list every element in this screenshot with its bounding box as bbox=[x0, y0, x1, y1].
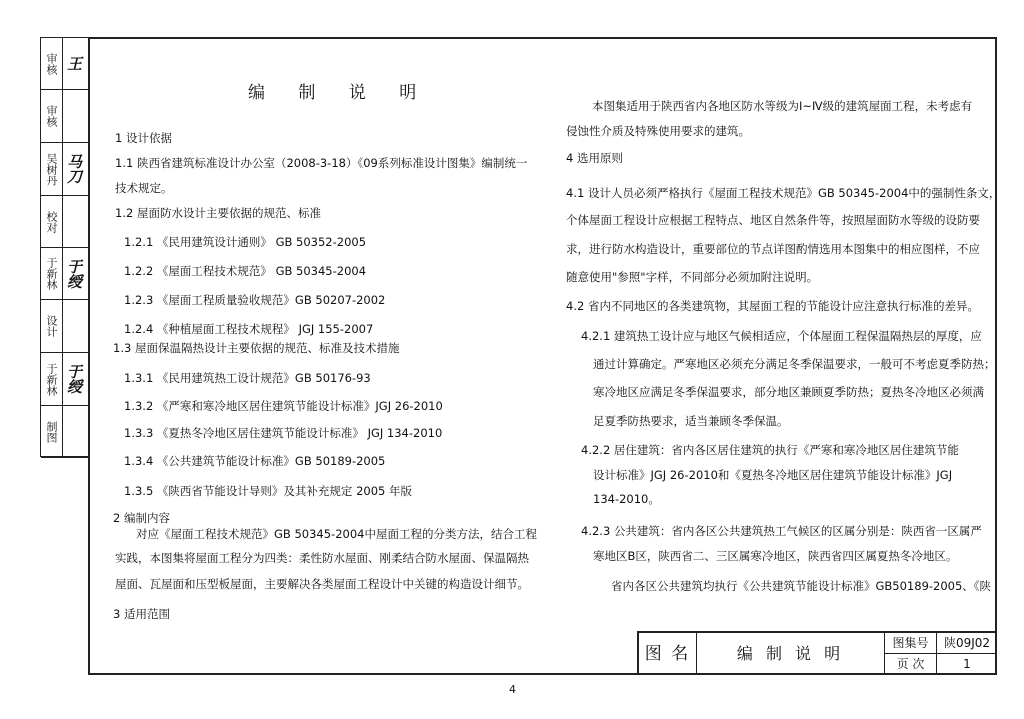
right-text-line: 4.2.2 居住建筑：省内各区居住建筑的执行《严寒和寒冷地区居住建筑节能 bbox=[581, 443, 959, 457]
sidebar-signature: 于绶 bbox=[65, 364, 83, 394]
right-text-line: 4.2.3 公共建筑：省内各区公共建筑热工气候区的区属分别是：陕西省一区属严 bbox=[581, 524, 982, 538]
left-text-line: 1.2.4 《种植屋面工程技术规程》 JGJ 155-2007 bbox=[124, 322, 374, 336]
right-text-line: 随意使用"参照"字样，不同部分必须加附注说明。 bbox=[566, 270, 819, 284]
right-text-line: 求，进行防水构造设计，重要部位的节点详图酌情选用本图集中的相应图样，不应 bbox=[566, 242, 980, 256]
approval-sidebar bbox=[40, 37, 88, 457]
sidebar-row bbox=[41, 38, 88, 90]
page-label: 页 次 bbox=[885, 654, 937, 675]
right-text-line: 通过计算确定。严寒地区必须充分满足冬季保温要求，一般可不考虑夏季防热； bbox=[593, 357, 996, 371]
sidebar-row bbox=[41, 300, 88, 353]
page-number: 4 bbox=[509, 683, 516, 696]
sidebar-role-label: 吴树丹 bbox=[41, 143, 63, 195]
left-text-line: 1 设计依据 bbox=[115, 131, 172, 145]
sidebar-role-label: 审核 bbox=[41, 90, 63, 142]
sidebar-row bbox=[41, 353, 88, 406]
right-text-line: 4.2.1 建筑热工设计应与地区气候相适应，个体屋面工程保温隔热层的厚度，应 bbox=[581, 329, 982, 343]
drawing-name-label: 图 名 bbox=[639, 633, 697, 675]
left-text-line: 屋面、瓦屋面和压型板屋面，主要解决各类屋面工程设计中关键的构造设计细节。 bbox=[115, 577, 529, 591]
left-text-line: 技术规定。 bbox=[115, 181, 173, 195]
right-text-line: 侵蚀性介质及特殊使用要求的建筑。 bbox=[566, 124, 750, 138]
left-text-line: 1.2 屋面防水设计主要依据的规范、标准 bbox=[115, 206, 321, 220]
right-text-line: 足夏季防热要求，适当兼顾冬季保温。 bbox=[593, 414, 789, 428]
right-text-line: 4.2 省内不同地区的各类建筑物，其屋面工程的节能设计应注意执行标准的差异。 bbox=[566, 299, 979, 313]
sidebar-role-label: 校对 bbox=[41, 196, 63, 247]
left-text-line: 3 适用范围 bbox=[113, 607, 170, 621]
atlas-number-label: 图集号 bbox=[885, 633, 937, 654]
page-title: 编 制 说 明 bbox=[248, 83, 431, 103]
sidebar-role-label: 设计 bbox=[41, 300, 63, 352]
sidebar-row bbox=[41, 90, 88, 143]
sidebar-role-label: 于新林 bbox=[41, 353, 63, 405]
right-text-line: 4.1 设计人员必须严格执行《屋面工程技术规范》GB 50345-2004中的强制性条文， bbox=[566, 186, 1001, 200]
right-text-line: 设计标准》JGJ 26-2010和《夏热冬冷地区居住建筑节能设计标准》JGJ bbox=[593, 468, 953, 482]
sidebar-row bbox=[41, 406, 88, 458]
left-text-line: 1.1 陕西省建筑标准设计办公室（2008-3-18）《09系列标准设计图集》编制统一 bbox=[115, 156, 528, 170]
left-text-line: 1.2.1 《民用建筑设计通则》 GB 50352-2005 bbox=[124, 235, 367, 249]
left-text-line: 1.3.2 《严寒和寒冷地区居住建筑节能设计标准》JGJ 26-2010 bbox=[124, 399, 443, 413]
left-text-line: 2 编制内容 bbox=[113, 511, 170, 525]
sidebar-row bbox=[41, 143, 88, 196]
left-text-line: 1.2.3 《屋面工程质量验收规范》GB 50207-2002 bbox=[124, 293, 386, 307]
drawing-name-value: 编 制 说 明 bbox=[697, 633, 885, 675]
sidebar-signature bbox=[65, 96, 85, 136]
right-text-line: 寒冷地区应满足冬季保温要求，部分地区兼顾夏季防热；夏热冬冷地区必须满 bbox=[593, 385, 984, 399]
left-text-line: 1.3.3 《夏热冬冷地区居住建筑节能设计标准》 JGJ 134-2010 bbox=[124, 426, 443, 440]
sidebar-role-label: 于新林 bbox=[41, 248, 63, 299]
left-text-line: 1.3 屋面保温隔热设计主要依据的规范、标准及技术措施 bbox=[113, 341, 400, 355]
sidebar-signature bbox=[65, 412, 85, 451]
sidebar-signature: 王 bbox=[65, 56, 83, 71]
left-text-line: 1.3.5 《陕西省节能设计导则》及其补充规定 2005 年版 bbox=[124, 484, 412, 498]
sidebar-signature bbox=[65, 306, 85, 346]
sidebar-role-label: 审核 bbox=[41, 38, 63, 89]
right-text-line: 4 选用原则 bbox=[566, 151, 623, 165]
sidebar-signature: 于绶 bbox=[65, 258, 83, 289]
atlas-number-value: 陕09J02 bbox=[937, 633, 997, 654]
sidebar-row bbox=[41, 248, 88, 300]
right-text-line: 个体屋面工程设计应根据工程特点、地区自然条件等，按照屋面防水等级的设防要 bbox=[566, 213, 980, 227]
sidebar-role-label: 制图 bbox=[41, 406, 63, 457]
right-text-line: 寒地区B区，陕西省二、三区属寒冷地区，陕西省四区属夏热冬冷地区。 bbox=[593, 549, 958, 563]
right-text-line: 省内各区公共建筑均执行《公共建筑节能设计标准》GB50189-2005、《陕 bbox=[611, 579, 992, 593]
left-text-line: 1.2.2 《屋面工程技术规范》 GB 50345-2004 bbox=[124, 264, 367, 278]
title-block bbox=[637, 631, 997, 675]
sidebar-signature: 马刀 bbox=[65, 154, 83, 184]
left-text-line: 1.3.1 《民用建筑热工设计规范》GB 50176-93 bbox=[124, 371, 371, 385]
sidebar-signature bbox=[65, 202, 85, 241]
page-value: 1 bbox=[963, 657, 971, 671]
right-text-line: 134-2010。 bbox=[593, 492, 660, 506]
left-text-line: 1.3.4 《公共建筑节能设计标准》GB 50189-2005 bbox=[124, 454, 386, 468]
right-text-line: 本图集适用于陕西省内各地区防水等级为Ⅰ~Ⅳ级的建筑屋面工程，未考虑有 bbox=[592, 99, 973, 113]
left-text-line: 实践，本图集将屋面工程分为四类：柔性防水屋面、刚柔结合防水屋面、保温隔热 bbox=[115, 551, 529, 565]
sidebar-row bbox=[41, 196, 88, 248]
left-text-line: 对应《屋面工程技术规范》GB 50345-2004中屋面工程的分类方法，结合工程 bbox=[136, 527, 537, 541]
